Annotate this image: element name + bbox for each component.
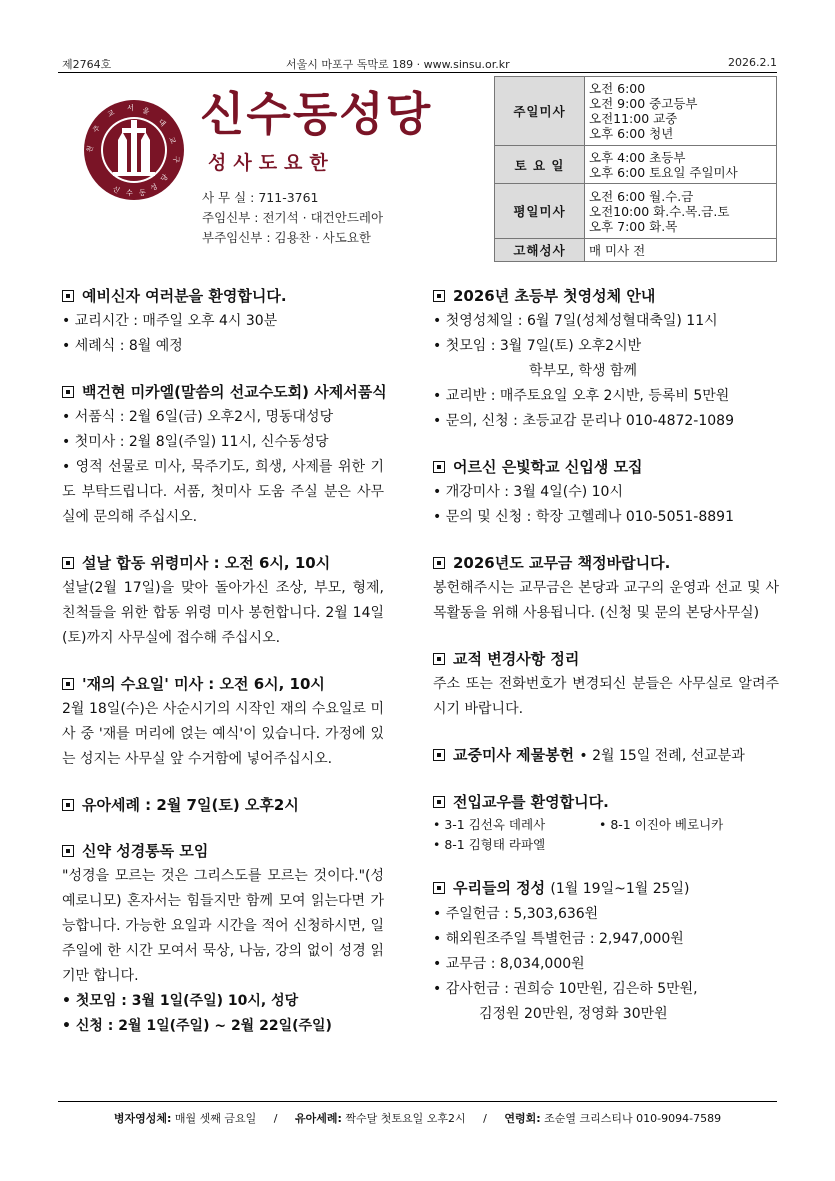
section-infant-baptism <box>62 792 384 818</box>
square-bullet-icon <box>433 749 445 761</box>
section-offering <box>433 742 779 769</box>
list-item: • 첫모임 : 3월 1일(주일) 10시, 성당 <box>62 993 299 1009</box>
section-title: 신약 성경통독 모임 <box>82 842 209 860</box>
mass-label: 주일미사 <box>495 77 585 146</box>
svg-text:교: 교 <box>167 135 178 146</box>
contributions-period: (1월 19일~1월 25일) <box>550 881 690 897</box>
list-item: 학부모, 학생 함께 <box>529 363 638 379</box>
offering-detail: • 2월 15일 전례, 선교분과 <box>579 748 745 764</box>
section-title: 교중미사 제물봉헌 <box>453 746 575 764</box>
footer-label: 유아세례: <box>295 1112 342 1125</box>
mass-row-sunday <box>495 77 777 146</box>
footer-value: 짝수달 첫토요일 오후2시 <box>345 1112 466 1125</box>
newcomer: • 3-1 김선옥 데레사 <box>433 817 546 832</box>
section-title: 예비신자 여러분을 환영합니다. <box>82 287 287 305</box>
section-text: 설날(2월 17일)을 맞아 돌아가신 조상, 부모, 형제, 친척들을 위한 합동 위령 미사 봉헌합니다. 2월 14일(토)까지 사무실에 접수해 주십시오. <box>62 580 384 646</box>
list-item: 김정원 20만원, 정영화 30만원 <box>479 1006 668 1022</box>
section-first-communion <box>433 283 779 434</box>
list-item: • 감사헌금 : 권희승 10만원, 김은하 5만원, <box>433 981 698 997</box>
footer-separator: / <box>273 1112 278 1125</box>
svg-text:서: 서 <box>127 104 134 112</box>
mass-time: 오전11:00 교중 <box>589 111 678 126</box>
list-item: • 서품식 : 2월 6일(금) 오후2시, 명동대성당 <box>62 409 334 425</box>
svg-text:대: 대 <box>156 117 168 129</box>
square-bullet-icon <box>62 678 74 690</box>
section-title: 백건현 미카엘(말씀의 선교수도회) 사제서품식 <box>82 383 387 401</box>
issue-number: 제2764호 <box>62 58 112 71</box>
section-text: "성경을 모르는 것은 그리스도를 모르는 것이다."(성예로니모) 혼자서는 힘들지만 함께 모여 읽는다면 가능합니다. 가능한 요일과 시간을 적어 신청하시면, 일주일에 한 시간 모여서 묵상, 나눔, 강의 없이 성경 읽기만 합니다. <box>62 868 384 984</box>
mass-time: 매 미사 전 <box>589 242 646 258</box>
svg-text:동: 동 <box>139 189 146 197</box>
footer-label: 병자영성체: <box>113 1112 172 1125</box>
section-title: 우리들의 정성 <box>453 879 546 897</box>
list-item: • 첫미사 : 2월 8일(주일) 11시, 신수동성당 <box>62 434 329 450</box>
mass-time: 오후 4:00 초등부 <box>589 149 686 165</box>
section-text: • 영적 선물로 미사, 묵주기도, 희생, 사제를 위한 기도 부탁드립니다. 서품, 첫미사 도움 주실 분은 사무실에 문의해 주십시오. <box>62 459 384 525</box>
section-newcomers <box>433 789 779 855</box>
mass-time: 오후 6:00 청년 <box>589 126 674 141</box>
church-address: 서울시 마포구 독막로 189 · www.sinsu.or.kr <box>286 58 510 71</box>
section-ordination <box>62 379 387 530</box>
mass-row-weekday <box>495 184 777 239</box>
section-ash-wednesday <box>62 671 384 772</box>
section-title: '재의 수요일' 미사 : 오전 6시, 10시 <box>82 675 325 693</box>
section-registry <box>433 646 779 722</box>
mass-schedule-table <box>494 76 777 262</box>
mass-time: 오전10:00 화.수.목.금.토 <box>589 203 730 219</box>
footer-label: 연령회: <box>504 1112 541 1125</box>
svg-text:주: 주 <box>91 123 102 135</box>
square-bullet-icon <box>62 386 74 398</box>
svg-text:성: 성 <box>149 182 159 193</box>
square-bullet-icon <box>433 882 445 894</box>
list-item: • 문의 및 신청 : 학장 고헬레나 010-5051-8891 <box>433 509 734 525</box>
square-bullet-icon <box>62 845 74 857</box>
section-parish-dues <box>433 550 779 626</box>
mass-time: 오전 6:00 <box>589 81 646 96</box>
footer-value: 조순열 크리스티나 010-9094-7589 <box>544 1112 722 1125</box>
section-text: 봉헌해주시는 교무금은 본당과 교구의 운영과 선교 및 사목활동을 위해 사용됩니다. (신청 및 문의 본당사무실) <box>433 580 779 621</box>
svg-text:수: 수 <box>126 189 133 197</box>
mass-time: 오후 6:00 토요일 주일미사 <box>589 164 738 180</box>
left-column <box>62 283 387 1059</box>
svg-text:신: 신 <box>111 184 121 196</box>
list-item: • 주일헌금 : 5,303,636원 <box>433 906 599 922</box>
mass-label: 평일미사 <box>495 184 585 239</box>
svg-text:구: 구 <box>172 156 180 163</box>
section-text: 주소 또는 전화번호가 변경되신 분들은 사무실로 알려주시기 바랍니다. <box>433 676 779 717</box>
mass-times <box>585 184 777 239</box>
footer <box>58 1110 777 1126</box>
patron-saint: 성사도요한 <box>208 152 335 174</box>
svg-text:천: 천 <box>85 144 95 154</box>
section-title: 어르신 은빛학교 신입생 모집 <box>453 458 643 476</box>
mass-time: 오후 7:00 화.목 <box>589 218 678 234</box>
list-item: • 첫모임 : 3월 7일(토) 오후2시반 <box>433 338 642 354</box>
square-bullet-icon <box>433 290 445 302</box>
list-item: • 교리반 : 매주토요일 오후 2시반, 등록비 5만원 <box>433 388 730 404</box>
mass-times <box>585 146 777 184</box>
square-bullet-icon <box>433 461 445 473</box>
square-bullet-icon <box>62 799 74 811</box>
list-item: • 세례식 : 8월 예정 <box>62 338 183 354</box>
church-logo <box>82 98 186 202</box>
bottom-divider <box>58 1101 777 1102</box>
section-catechumen <box>62 283 384 359</box>
section-seollal <box>62 550 384 651</box>
footer-separator: / <box>483 1112 487 1125</box>
square-bullet-icon <box>62 290 74 302</box>
svg-text:울: 울 <box>141 106 151 117</box>
list-item: • 신청 : 2월 1일(주일) ~ 2월 22일(주일) <box>62 1018 332 1034</box>
section-title: 교적 변경사항 정리 <box>453 650 580 668</box>
section-title: 2026년 초등부 첫영성체 안내 <box>453 287 656 305</box>
newcomer: • 8-1 김형태 라파엘 <box>433 837 546 852</box>
square-bullet-icon <box>433 653 445 665</box>
list-item: • 교무금 : 8,034,000원 <box>433 956 585 972</box>
section-text: 2월 18일(수)은 사순시기의 시작인 재의 수요일로 미사 중 '재를 머리에 얹는 예식'이 있습니다. 가정에 있는 성지는 사무실 앞 수거함에 넣어주십시오. <box>62 701 384 767</box>
church-name: 신수동성당 <box>200 87 433 141</box>
mass-time: 오전 9:00 중고등부 <box>589 96 698 111</box>
mass-times <box>585 77 777 146</box>
list-item: • 첫영성체일 : 6월 7일(성체성혈대축일) 11시 <box>433 313 718 329</box>
section-title: 유아세례 : 2월 7일(토) 오후2시 <box>82 796 299 814</box>
newcomer: • 8-1 이진아 베로니카 <box>599 817 724 832</box>
pastor-name: 주임신부 : 전기석 · 대건안드레아 <box>202 210 384 225</box>
bulletin-date: 2026.2.1 <box>728 56 777 69</box>
list-item: • 해외원조주일 특별헌금 : 2,947,000원 <box>433 931 684 947</box>
list-item: • 문의, 신청 : 초등교감 문리나 010-4872-1089 <box>433 413 734 429</box>
mass-label: 토 요 일 <box>495 146 585 184</box>
mass-row-confession <box>495 239 777 262</box>
svg-text:당: 당 <box>159 172 170 184</box>
mass-label: 고해성사 <box>495 239 585 262</box>
mass-row-saturday <box>495 146 777 184</box>
square-bullet-icon <box>433 796 445 808</box>
section-contributions <box>433 875 779 1027</box>
section-title: 전입교우를 환영합니다. <box>453 793 609 811</box>
section-silver-school <box>433 454 779 530</box>
section-title: 설날 합동 위령미사 : 오전 6시, 10시 <box>82 554 331 572</box>
square-bullet-icon <box>433 557 445 569</box>
assistant-pastor-name: 부주임신부 : 김용찬 · 사도요한 <box>202 230 371 245</box>
svg-text:교: 교 <box>106 108 116 119</box>
list-item: • 교리시간 : 매주일 오후 4시 30분 <box>62 313 278 329</box>
section-title: 2026년도 교무금 책정바랍니다. <box>453 554 671 572</box>
office-phone: 사 무 실 : 711-3761 <box>202 190 319 205</box>
section-bible-reading <box>62 838 384 1039</box>
list-item: • 개강미사 : 3월 4일(수) 10시 <box>433 484 623 500</box>
mass-times <box>585 239 777 262</box>
right-column <box>433 283 779 1047</box>
top-divider <box>58 72 777 73</box>
mass-time: 오전 6:00 월.수.금 <box>589 188 694 204</box>
square-bullet-icon <box>62 557 74 569</box>
footer-value: 매월 셋째 금요일 <box>174 1112 257 1125</box>
